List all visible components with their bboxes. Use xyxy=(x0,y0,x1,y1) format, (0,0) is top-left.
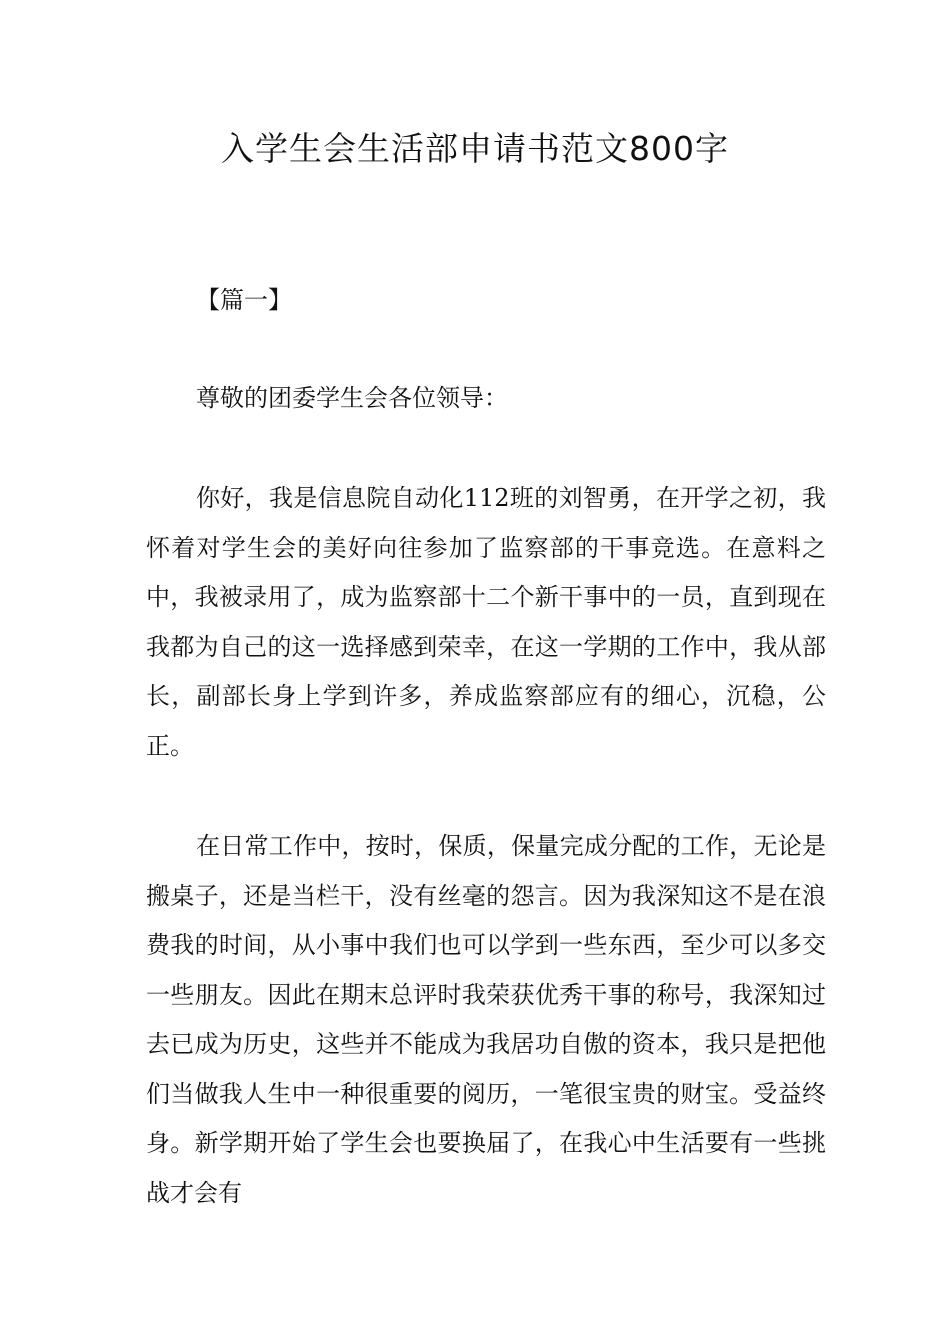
salutation: 尊敬的团委学生会各位领导： xyxy=(196,384,508,412)
document-title: 入学生会生活部申请书范文800字 xyxy=(221,129,729,168)
body-paragraph: 你好，我是信息院自动化112班的刘智勇，在开学之初，我怀着对学生会的美好向往参加了监察部的干事竞选。在意料之中，我被录用了，成为监察部十二个新干事中的一员，直到现在我都为自己的这一选择感到荣幸，在这一学期的工作中，我从部长，副部长身上学到许多，养成监察部应有的细心，沉稳，公正。 xyxy=(146,484,826,760)
section-label: 【篇一】 xyxy=(196,286,292,314)
body-paragraph: 在日常工作中，按时，保质，保量完成分配的工作，无论是搬桌子，还是当栏干，没有丝毫的怨言。因为我深知这不是在浪费我的时间，从小事中我们也可以学到一些东西，至少可以多交一些朋友。因此在期末总评时我荣获优秀干事的称号，我深知过去已成为历史，这些并不能成为我居功自傲的资本，我只是把他们当做我人生中一种很重要的阅历，一笔很宝贵的财宝。受益终身。新学期开始了学生会也要换届了，在我心中生活要有一些挑战才会有 xyxy=(146,832,826,1207)
